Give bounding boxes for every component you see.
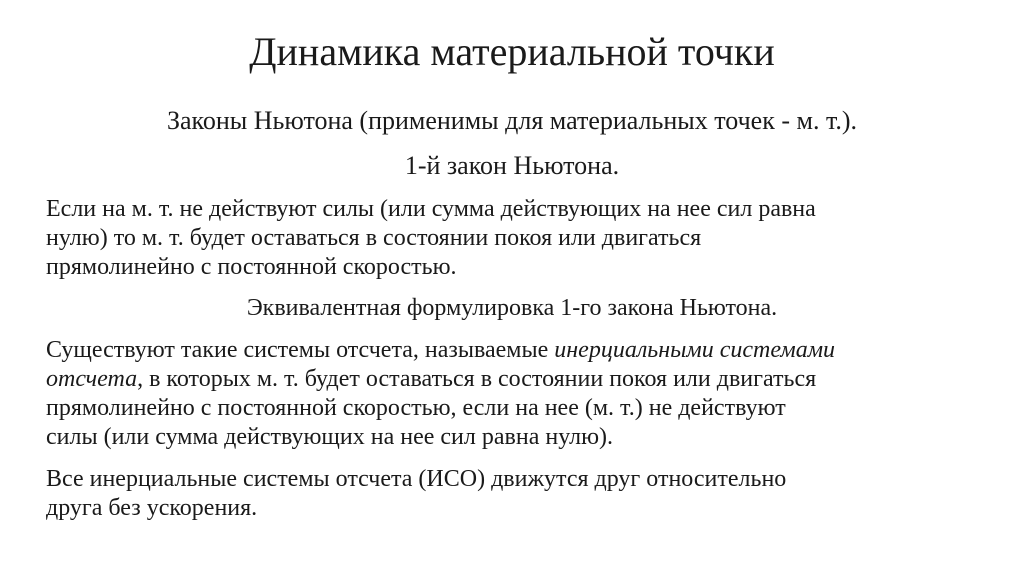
slide-subtitle: Законы Ньютона (применимы для материальных точек - м. т.). <box>166 106 858 135</box>
law1-line-1: Если на м. т. не действуют силы (или сумма действующих на нее сил равна <box>46 196 816 222</box>
law1-line-3: прямолинейно с постоянной скоростью. <box>46 254 457 280</box>
iso-line-2: друга без ускорения. <box>46 495 258 521</box>
iso-paragraph <box>46 465 986 523</box>
equiv-line-2-italic: отсчета <box>46 366 138 392</box>
law1-paragraph <box>46 195 986 282</box>
law1-line-2: нулю) то м. т. будет оставаться в состоянии покоя или двигаться <box>46 225 702 251</box>
equiv-line-1-italic: инерциальными системами <box>554 337 836 363</box>
equiv-line-1-text: Существуют такие системы отсчета, называемые <box>46 337 555 363</box>
equiv-line-3: прямолинейно с постоянной скоростью, если на нее (м. т.) не действуют <box>46 395 786 421</box>
equiv-line-2-text: , в которых м. т. будет оставаться в состоянии покоя или двигаться <box>137 366 817 392</box>
equiv-paragraph <box>46 336 986 452</box>
equiv-line-2 <box>46 365 986 394</box>
equiv-heading: Эквивалентная формулировка 1-го закона Ньютона. <box>246 295 778 321</box>
iso-line-1: Все инерциальные системы отсчета (ИСО) движутся друг относительно <box>46 466 787 492</box>
equiv-line-1 <box>46 336 986 365</box>
law1-heading: 1-й закон Ньютона. <box>404 151 620 180</box>
slide-title: Динамика материальной точки <box>249 29 775 74</box>
equiv-line-4: силы (или сумма действующих на нее сил равна нулю). <box>46 424 614 450</box>
